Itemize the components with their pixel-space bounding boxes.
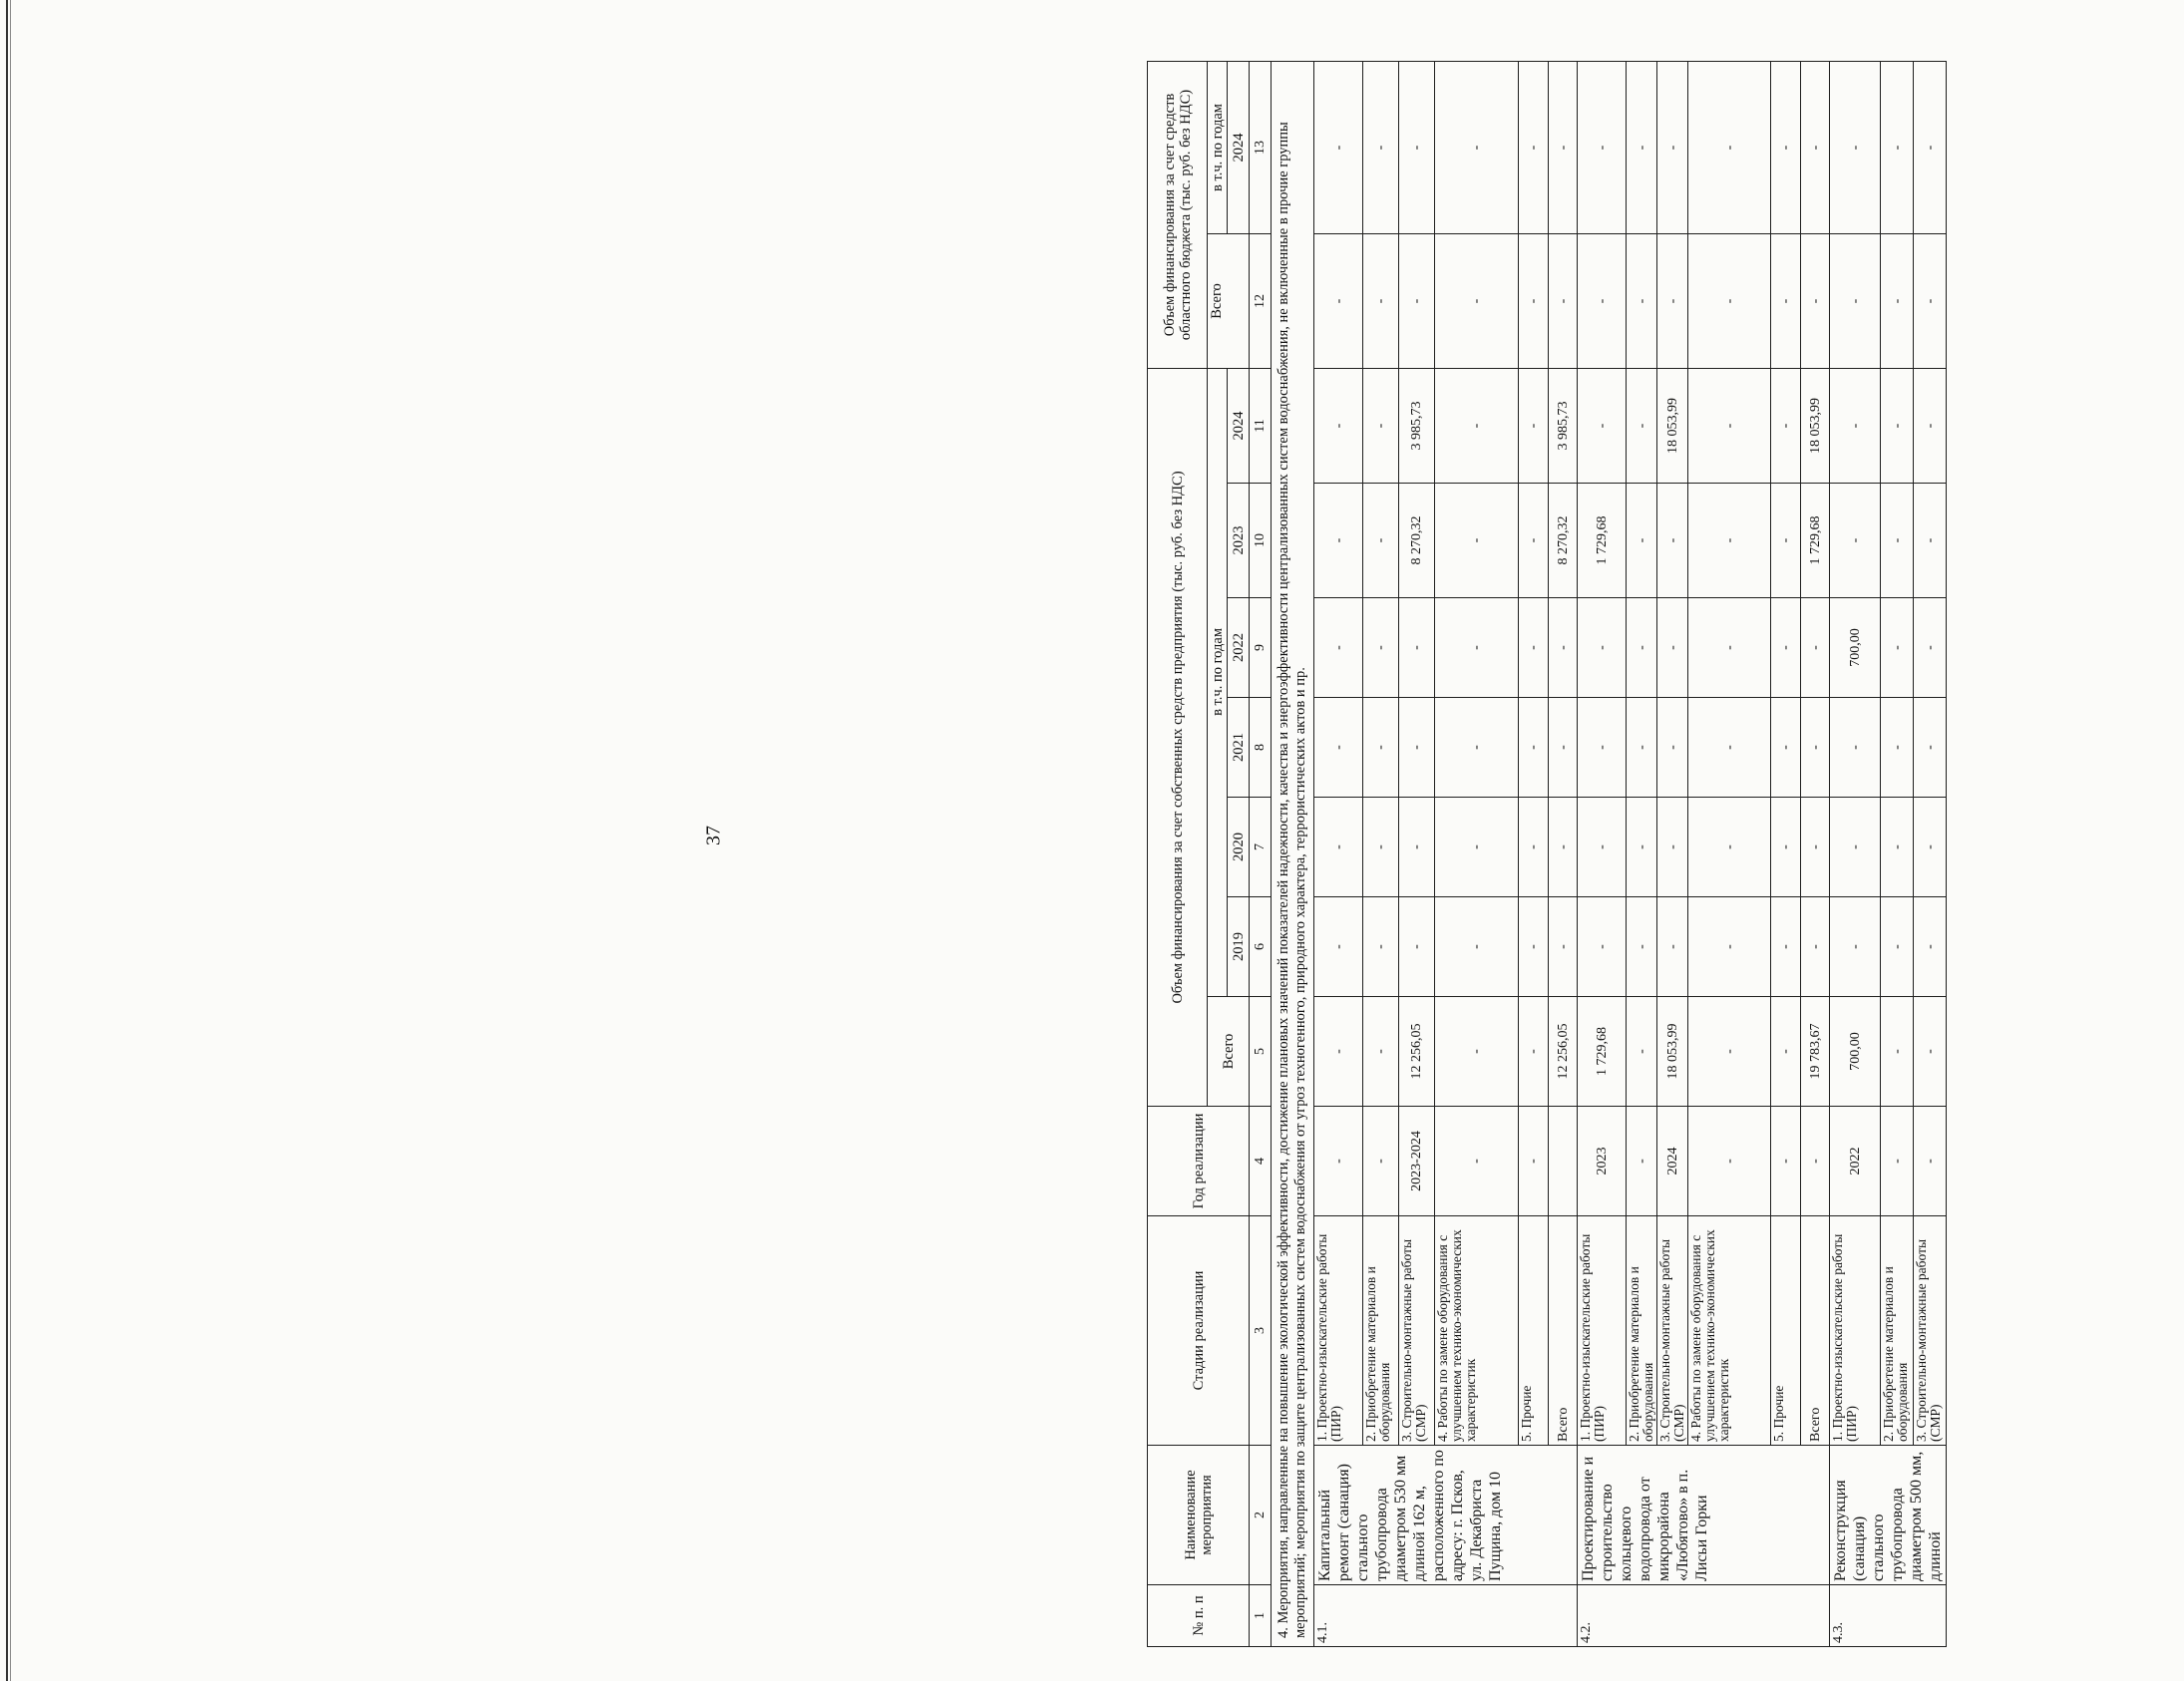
- value-cell-v2020: -: [1363, 798, 1399, 897]
- value-cell-v2022: -: [1688, 598, 1771, 698]
- value-cell-v2024: -: [1771, 368, 1801, 483]
- value-cell-b2024: -: [1627, 61, 1657, 233]
- value-cell-v2024: -: [1314, 368, 1363, 483]
- value-cell-year: -: [1801, 1107, 1830, 1216]
- header-stage: Стадии реализации: [1148, 1216, 1250, 1446]
- table-row: [1314, 61, 1363, 1646]
- column-number: 3: [1250, 1216, 1272, 1446]
- value-cell-v2019: -: [1657, 897, 1688, 997]
- item-number: 4.3.: [1830, 1585, 1947, 1647]
- value-cell-b2024: -: [1435, 61, 1519, 233]
- value-cell-v2019: -: [1881, 897, 1914, 997]
- value-cell-b2024: -: [1519, 61, 1549, 233]
- value-cell-v2022: -: [1771, 598, 1801, 698]
- stage-cell: 2. Приобретение материалов и оборудования: [1881, 1216, 1914, 1446]
- value-cell-v2023: 1 729,68: [1578, 484, 1627, 598]
- value-cell-v2024: 3 985,73: [1399, 368, 1435, 483]
- table-header: [1148, 61, 1272, 1646]
- value-cell-year: -: [1435, 1107, 1519, 1216]
- header-by-years-budget: в т.ч. по годам: [1208, 61, 1228, 233]
- header-year-2019: 2019: [1228, 897, 1250, 997]
- stage-cell: 3. Строительно-монтажные работы (СМР): [1914, 1216, 1947, 1446]
- page-scan-edge: [6, 0, 8, 1681]
- stage-cell: 1. Проектно-изыскательские работы (ПИР): [1578, 1216, 1627, 1446]
- column-number: 13: [1250, 61, 1272, 233]
- column-number: 1: [1250, 1585, 1272, 1647]
- value-cell-total: 19 783,67: [1801, 997, 1830, 1107]
- value-cell-year: -: [1771, 1107, 1801, 1216]
- value-cell-v2019: -: [1519, 897, 1549, 997]
- value-cell-v2019: -: [1801, 897, 1830, 997]
- value-cell-v2020: -: [1314, 798, 1363, 897]
- value-cell-v2023: -: [1881, 484, 1914, 598]
- table-row: [1549, 61, 1578, 1646]
- item-number: 4.2.: [1578, 1585, 1830, 1647]
- table-body: [1272, 61, 1947, 1646]
- value-cell-v2024: -: [1914, 368, 1947, 483]
- value-cell-v2022: -: [1657, 598, 1688, 698]
- value-cell-v2022: -: [1519, 598, 1549, 698]
- value-cell-v2020: -: [1435, 798, 1519, 897]
- value-cell-v2019: -: [1627, 897, 1657, 997]
- header-by-years: в т.ч. по годам: [1208, 368, 1228, 996]
- header-total-budget: Всего: [1208, 233, 1250, 368]
- value-cell-v2020: -: [1830, 798, 1881, 897]
- table-row: [1435, 61, 1519, 1646]
- value-cell-b-total: -: [1549, 233, 1578, 368]
- header-year-2021: 2021: [1228, 698, 1250, 798]
- value-cell-v2022: -: [1549, 598, 1578, 698]
- value-cell-v2020: -: [1881, 798, 1914, 897]
- value-cell-b-total: -: [1578, 233, 1627, 368]
- value-cell-v2023: -: [1435, 484, 1519, 598]
- value-cell-year: 2024: [1657, 1107, 1688, 1216]
- header-budget-funds: Объем финансирования за счет средств областного бюджета (тыс. руб. без НДС): [1148, 61, 1208, 368]
- value-cell-v2019: -: [1314, 897, 1363, 997]
- value-cell-v2020: -: [1627, 798, 1657, 897]
- value-cell-b-total: -: [1363, 233, 1399, 368]
- stage-cell: 4. Работы по замене оборудования с улучшением технико-экономических характеристик: [1688, 1216, 1771, 1446]
- value-cell-v2024: -: [1519, 368, 1549, 483]
- value-cell-b2024: -: [1314, 61, 1363, 233]
- value-cell-v2019: -: [1578, 897, 1627, 997]
- value-cell-v2020: -: [1688, 798, 1771, 897]
- stage-cell: 5. Прочие: [1519, 1216, 1549, 1446]
- header-year-2022: 2022: [1228, 598, 1250, 698]
- value-cell-v2019: -: [1688, 897, 1771, 997]
- value-cell-v2019: -: [1363, 897, 1399, 997]
- value-cell-b2024: -: [1578, 61, 1627, 233]
- table-row: [1519, 61, 1549, 1646]
- value-cell-v2022: -: [1801, 598, 1830, 698]
- value-cell-b-total: -: [1314, 233, 1363, 368]
- header-year-2024: 2024: [1228, 368, 1250, 483]
- column-number: 10: [1250, 484, 1272, 598]
- value-cell-year: 2023-2024: [1399, 1107, 1435, 1216]
- value-cell-v2021: -: [1549, 698, 1578, 798]
- value-cell-v2022: -: [1578, 598, 1627, 698]
- table-row: [1801, 61, 1830, 1646]
- header-own-funds: Объем финансирования за счет собственных средств предприятия (тыс. руб. без НДС): [1148, 368, 1208, 1106]
- stage-cell: 5. Прочие: [1771, 1216, 1801, 1446]
- value-cell-total: -: [1519, 997, 1549, 1107]
- header-name: Наименование мероприятия: [1148, 1446, 1250, 1585]
- value-cell-v2023: -: [1688, 484, 1771, 598]
- value-cell-v2023: 8 270,32: [1399, 484, 1435, 598]
- value-cell-v2024: -: [1881, 368, 1914, 483]
- value-cell-v2021: -: [1881, 698, 1914, 798]
- value-cell-v2020: -: [1771, 798, 1801, 897]
- value-cell-b2024: -: [1363, 61, 1399, 233]
- stage-cell: 3. Строительно-монтажные работы (СМР): [1657, 1216, 1688, 1446]
- value-cell-v2021: -: [1830, 698, 1881, 798]
- column-number: 8: [1250, 698, 1272, 798]
- value-cell-v2021: -: [1578, 698, 1627, 798]
- value-cell-total: -: [1363, 997, 1399, 1107]
- value-cell-v2022: -: [1435, 598, 1519, 698]
- value-cell-b-total: -: [1627, 233, 1657, 368]
- table-row: [1881, 61, 1914, 1646]
- page-scan-edge: [10, 0, 11, 1681]
- value-cell-year: -: [1914, 1107, 1947, 1216]
- column-number: 11: [1250, 368, 1272, 483]
- value-cell-v2022: -: [1363, 598, 1399, 698]
- value-cell-v2023: 8 270,32: [1549, 484, 1578, 598]
- value-cell-b-total: -: [1435, 233, 1519, 368]
- value-cell-year: [1549, 1107, 1578, 1216]
- header-year: Год реализации: [1148, 1107, 1250, 1216]
- value-cell-v2020: -: [1549, 798, 1578, 897]
- value-cell-v2023: -: [1771, 484, 1801, 598]
- value-cell-v2024: -: [1627, 368, 1657, 483]
- value-cell-b2024: -: [1549, 61, 1578, 233]
- value-cell-v2023: -: [1914, 484, 1947, 598]
- value-cell-b-total: -: [1881, 233, 1914, 368]
- table-row: [1688, 61, 1771, 1646]
- value-cell-v2019: -: [1435, 897, 1519, 997]
- table-row: [1363, 61, 1399, 1646]
- value-cell-year: -: [1363, 1107, 1399, 1216]
- header-total: Всего: [1208, 997, 1250, 1107]
- value-cell-v2021: -: [1399, 698, 1435, 798]
- value-cell-v2021: -: [1914, 698, 1947, 798]
- table-row: [1578, 61, 1627, 1646]
- value-cell-v2024: -: [1830, 368, 1881, 483]
- value-cell-v2021: -: [1688, 698, 1771, 798]
- value-cell-v2020: -: [1519, 798, 1549, 897]
- value-cell-v2024: 18 053,99: [1657, 368, 1688, 483]
- value-cell-total: -: [1688, 997, 1771, 1107]
- header-year-2023: 2023: [1228, 484, 1250, 598]
- table-row: [1830, 61, 1881, 1646]
- page-number: 37: [702, 826, 725, 845]
- value-cell-b2024: -: [1914, 61, 1947, 233]
- value-cell-v2023: -: [1519, 484, 1549, 598]
- table-row: [1657, 61, 1688, 1646]
- value-cell-v2019: -: [1771, 897, 1801, 997]
- header-year-2024-budget: 2024: [1228, 61, 1250, 233]
- value-cell-b2024: -: [1399, 61, 1435, 233]
- value-cell-b2024: -: [1657, 61, 1688, 233]
- value-cell-v2019: -: [1399, 897, 1435, 997]
- value-cell-year: 2022: [1830, 1107, 1881, 1216]
- value-cell-b-total: -: [1771, 233, 1801, 368]
- stage-cell: Всего: [1549, 1216, 1578, 1446]
- value-cell-v2020: -: [1578, 798, 1627, 897]
- value-cell-v2023: 1 729,68: [1801, 484, 1830, 598]
- column-number: 7: [1250, 798, 1272, 897]
- value-cell-year: -: [1314, 1107, 1363, 1216]
- value-cell-v2020: -: [1399, 798, 1435, 897]
- column-number: 2: [1250, 1446, 1272, 1585]
- value-cell-v2023: -: [1830, 484, 1881, 598]
- value-cell-b-total: -: [1688, 233, 1771, 368]
- column-number: 4: [1250, 1107, 1272, 1216]
- value-cell-v2020: -: [1657, 798, 1688, 897]
- stage-cell: 4. Работы по замене оборудования с улучшением технико-экономических характеристик: [1435, 1216, 1519, 1446]
- value-cell-v2021: -: [1435, 698, 1519, 798]
- value-cell-v2019: -: [1914, 897, 1947, 997]
- stage-cell: 3. Строительно-монтажные работы (СМР): [1399, 1216, 1435, 1446]
- value-cell-year: -: [1627, 1107, 1657, 1216]
- value-cell-total: 12 256,05: [1549, 997, 1578, 1107]
- value-cell-v2022: -: [1314, 598, 1363, 698]
- column-number: 9: [1250, 598, 1272, 698]
- value-cell-b-total: -: [1657, 233, 1688, 368]
- value-cell-b2024: -: [1881, 61, 1914, 233]
- financing-table: [1147, 61, 1947, 1647]
- value-cell-total: -: [1435, 997, 1519, 1107]
- value-cell-v2022: -: [1627, 598, 1657, 698]
- column-number: 12: [1250, 233, 1272, 368]
- item-name: Реконструкция (санация) стального трубопровода диаметром 500 мм, длиной: [1830, 1446, 1947, 1585]
- value-cell-total: -: [1627, 997, 1657, 1107]
- value-cell-v2022: 700,00: [1830, 598, 1881, 698]
- value-cell-total: -: [1914, 997, 1947, 1107]
- stage-cell: 1. Проектно-изыскательские работы (ПИР): [1314, 1216, 1363, 1446]
- item-name: Капитальный ремонт (санация) стального трубопровода диаметром 530 мм длиной 162 м, расположенного по адресу: г. Псков, ул. Декабриста Пущина, дом 10: [1314, 1446, 1578, 1585]
- table-row: [1627, 61, 1657, 1646]
- value-cell-v2023: -: [1363, 484, 1399, 598]
- table-row: [1771, 61, 1801, 1646]
- value-cell-b2024: -: [1688, 61, 1771, 233]
- value-cell-v2022: -: [1881, 598, 1914, 698]
- column-number-row: [1250, 61, 1272, 1646]
- item-name: Проектирование и строительство кольцевого водопровода от микрорайона «Любятово» в п. Лисьи Горки: [1578, 1446, 1830, 1585]
- value-cell-v2024: 18 053,99: [1801, 368, 1830, 483]
- value-cell-b-total: -: [1519, 233, 1549, 368]
- value-cell-total: 700,00: [1830, 997, 1881, 1107]
- rotated-table-wrapper: [1147, 62, 2184, 1647]
- value-cell-v2021: -: [1657, 698, 1688, 798]
- value-cell-v2021: -: [1314, 698, 1363, 798]
- value-cell-total: -: [1881, 997, 1914, 1107]
- stage-cell: 2. Приобретение материалов и оборудования: [1363, 1216, 1399, 1446]
- stage-cell: 2. Приобретение материалов и оборудования: [1627, 1216, 1657, 1446]
- value-cell-total: 12 256,05: [1399, 997, 1435, 1107]
- value-cell-year: 2023: [1578, 1107, 1627, 1216]
- table-row: [1914, 61, 1947, 1646]
- value-cell-b-total: -: [1914, 233, 1947, 368]
- value-cell-v2021: -: [1627, 698, 1657, 798]
- value-cell-b-total: -: [1801, 233, 1830, 368]
- value-cell-v2021: -: [1519, 698, 1549, 798]
- value-cell-b-total: -: [1399, 233, 1435, 368]
- value-cell-v2024: -: [1688, 368, 1771, 483]
- stage-cell: Всего: [1801, 1216, 1830, 1446]
- item-number: 4.1.: [1314, 1585, 1578, 1647]
- value-cell-total: -: [1314, 997, 1363, 1107]
- value-cell-v2023: -: [1657, 484, 1688, 598]
- value-cell-v2020: -: [1914, 798, 1947, 897]
- table-row: [1399, 61, 1435, 1646]
- value-cell-v2021: -: [1801, 698, 1830, 798]
- value-cell-v2024: -: [1578, 368, 1627, 483]
- value-cell-year: -: [1519, 1107, 1549, 1216]
- value-cell-total: 18 053,99: [1657, 997, 1688, 1107]
- value-cell-v2021: -: [1771, 698, 1801, 798]
- value-cell-v2024: 3 985,73: [1549, 368, 1578, 483]
- value-cell-v2020: -: [1801, 798, 1830, 897]
- value-cell-total: -: [1771, 997, 1801, 1107]
- column-number: 5: [1250, 997, 1272, 1107]
- value-cell-v2023: -: [1627, 484, 1657, 598]
- value-cell-b2024: -: [1771, 61, 1801, 233]
- value-cell-v2021: -: [1363, 698, 1399, 798]
- value-cell-v2023: -: [1314, 484, 1363, 598]
- value-cell-year: -: [1881, 1107, 1914, 1216]
- header-num: № п. п: [1148, 1585, 1250, 1647]
- value-cell-total: 1 729,68: [1578, 997, 1627, 1107]
- value-cell-v2019: -: [1549, 897, 1578, 997]
- value-cell-b-total: -: [1830, 233, 1881, 368]
- value-cell-v2022: -: [1914, 598, 1947, 698]
- value-cell-v2024: -: [1363, 368, 1399, 483]
- value-cell-v2019: -: [1830, 897, 1881, 997]
- value-cell-b2024: -: [1801, 61, 1830, 233]
- value-cell-b2024: -: [1830, 61, 1881, 233]
- value-cell-v2022: -: [1399, 598, 1435, 698]
- header-year-2020: 2020: [1228, 798, 1250, 897]
- stage-cell: 1. Проектно-изыскательские работы (ПИР): [1830, 1216, 1881, 1446]
- value-cell-v2024: -: [1435, 368, 1519, 483]
- column-number: 6: [1250, 897, 1272, 997]
- value-cell-year: -: [1688, 1107, 1771, 1216]
- section-title: 4. Мероприятия, направленные на повышение экологической эффективности, достижение плановых значений показателей надежности, качества и энергоэффективности централизованных систем водоснабжения, не включенные в прочие группы мероприятий; мероприятия по защите централизованных систем водоснабжения от угроз техногенного, природного характера, террористических актов и пр.: [1272, 61, 1314, 1646]
